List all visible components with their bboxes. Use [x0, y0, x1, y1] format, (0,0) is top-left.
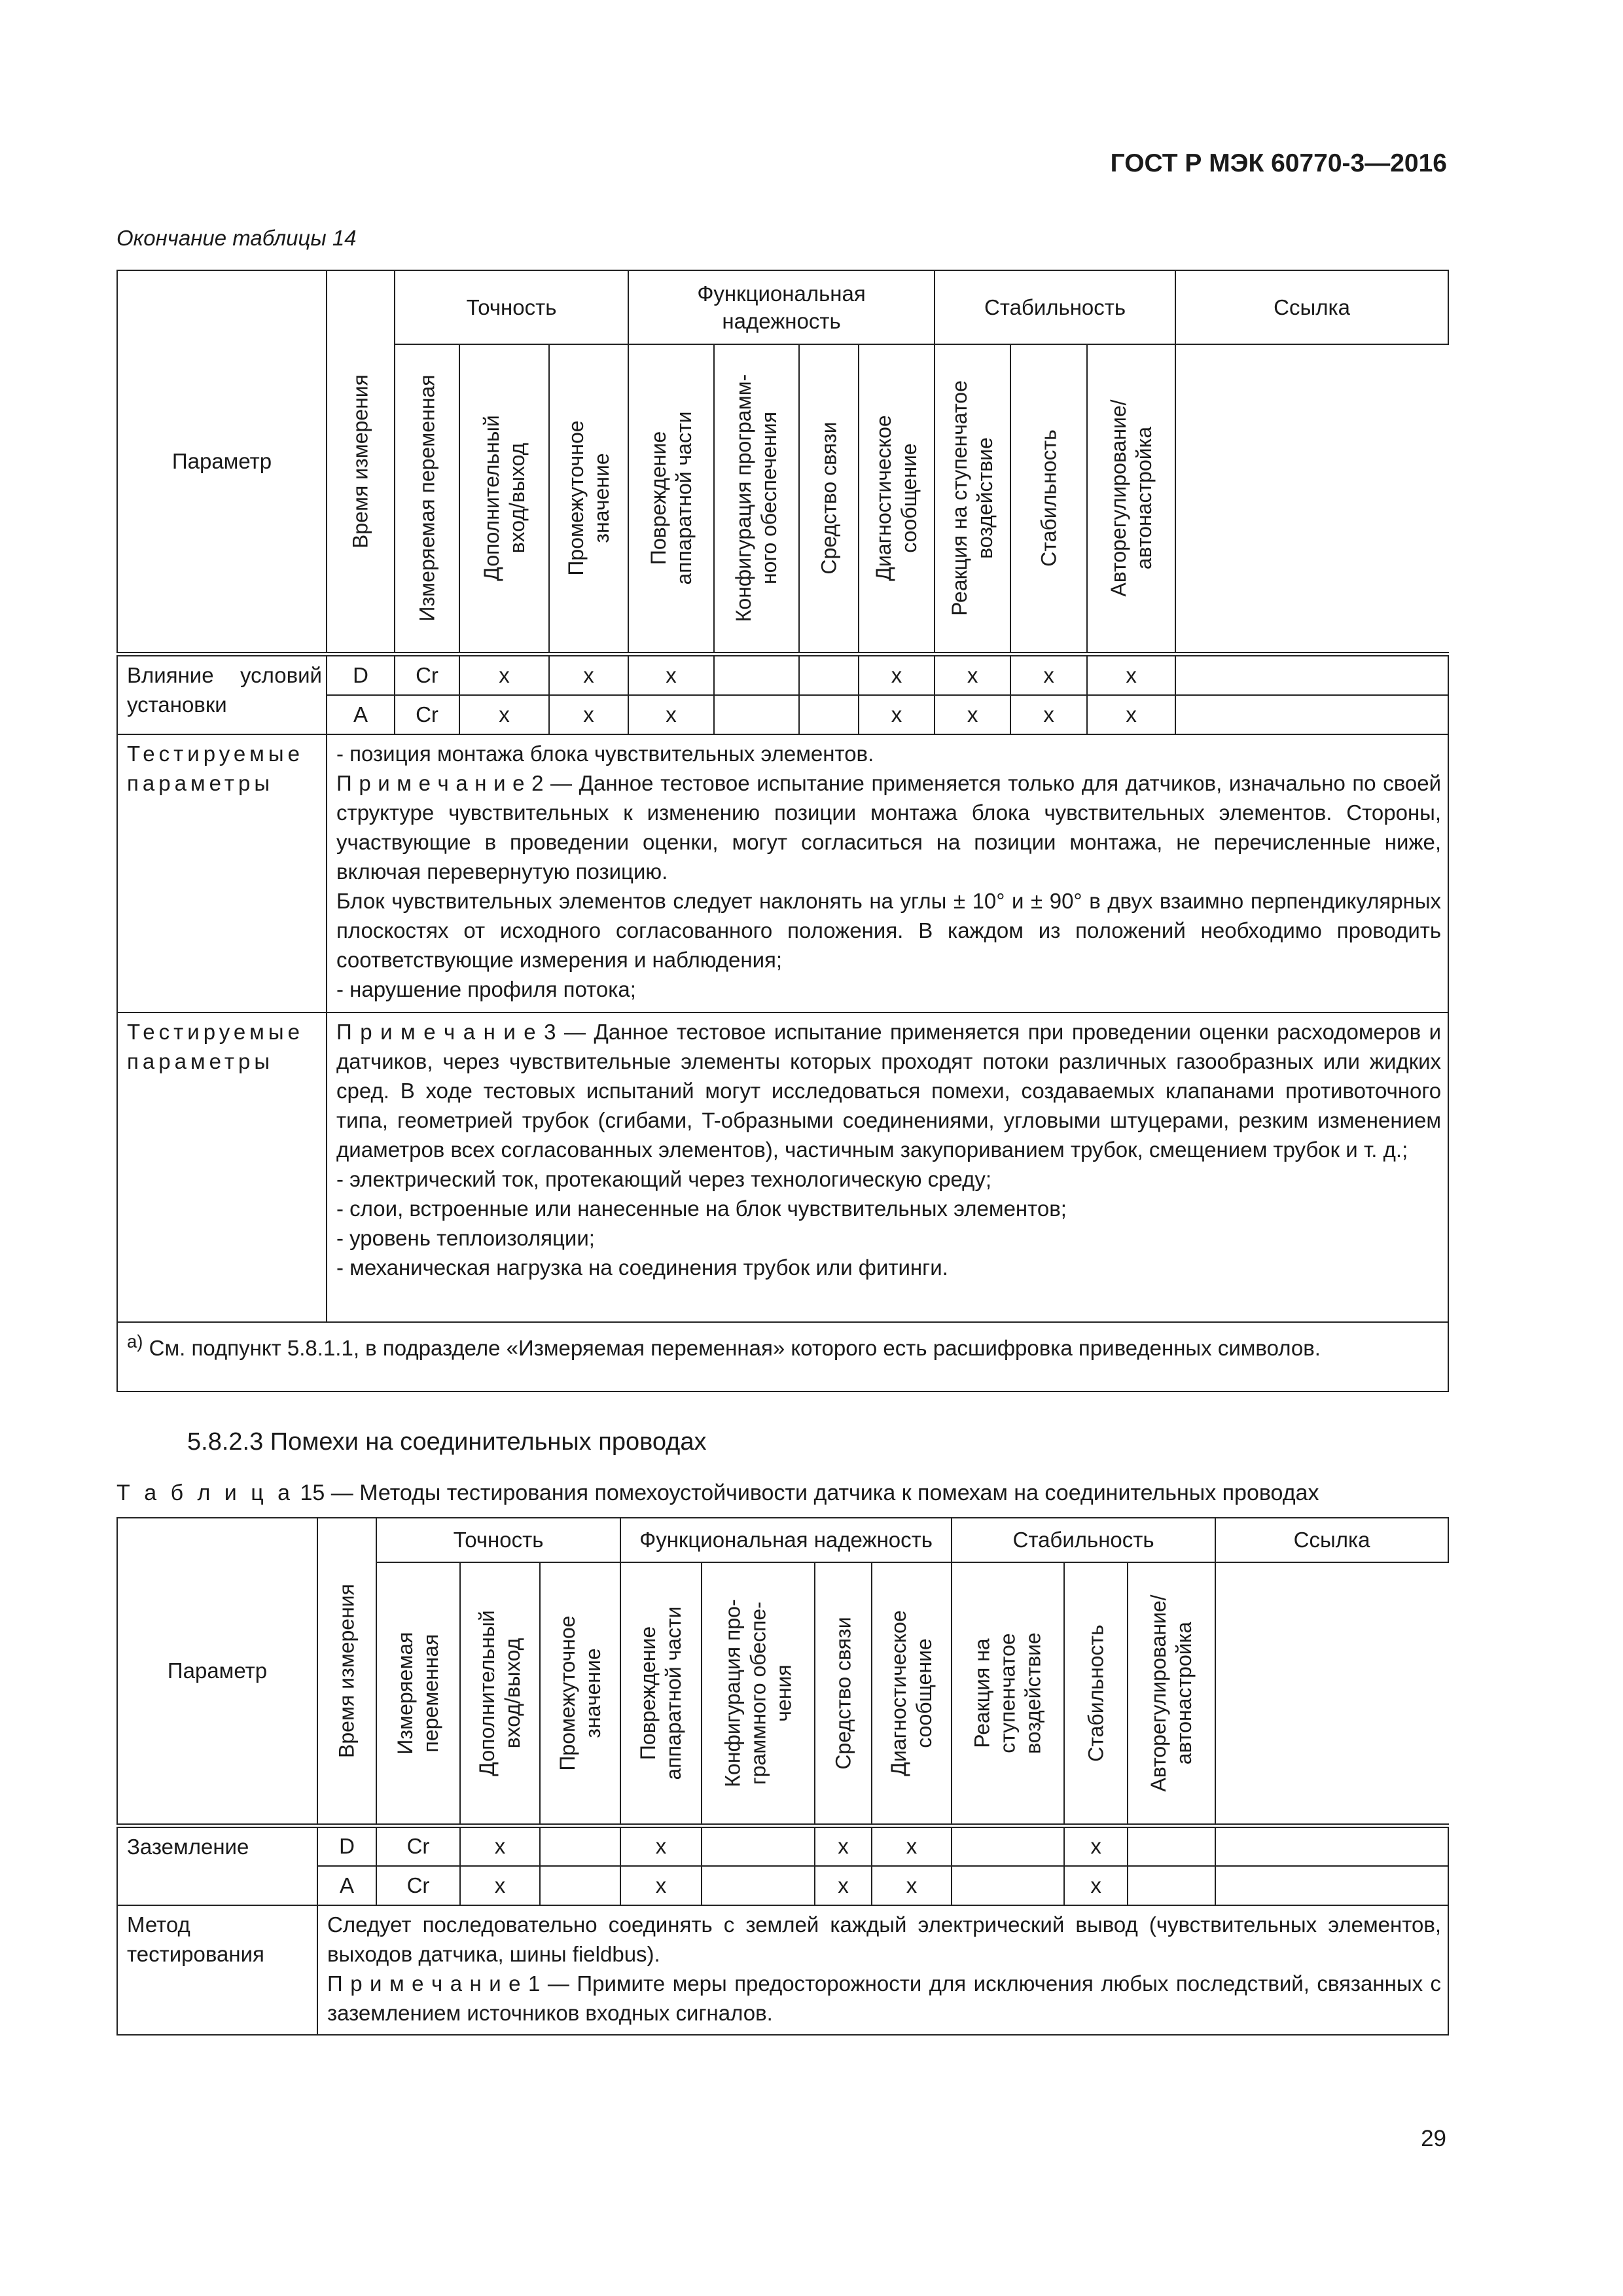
- table-continuation-label: Окончание таблицы 14: [116, 226, 357, 250]
- tested-params-text-1: - позиция монтажа блока чувствительных элементов. П р и м е ч а н и е 2 — Данное тестовое испытание применяется только для датчиков, изначально по своей структуре чувствительных к изменению позиции монтажа блока чувствительных элементов. Стороны, участвующие в проведении оценки, могут согласиться на позиции монтажа, не перечисленные ниже, включая перевернутую позицию. Блок чувствительных элементов следует наклонять на углы ± 10° и ± 90° в двух взаимно перпендикулярных плоскостях от исходного согласованного положения. В каждом из положений необходимо проводить соответствующие измерения и наблюдения; - нарушение профиля потока;: [327, 734, 1448, 1013]
- table-cell: [714, 654, 799, 695]
- table-cell: [1128, 1866, 1215, 1905]
- col-stability: Стабильность: [1010, 344, 1087, 654]
- table-cell: [799, 654, 859, 695]
- row-label-installation: Влияние условий установки: [117, 654, 327, 734]
- table-cell: x: [620, 1825, 702, 1866]
- table-cell: A: [327, 695, 395, 734]
- group-accuracy: Точность: [376, 1518, 620, 1562]
- col-step-response: Реакция на ступенчатое воздействие: [935, 344, 1010, 654]
- table-cell: Cr: [376, 1866, 460, 1905]
- col-diagnostic-message: Диагностическое сообщение: [859, 344, 935, 654]
- table-cell: [702, 1825, 815, 1866]
- col-intermediate-value: Промежуточное значение: [549, 344, 628, 654]
- table-cell: [714, 695, 799, 734]
- table-cell: x: [1010, 654, 1087, 695]
- col-measured-variable: Измеряемая переменная: [376, 1562, 460, 1825]
- tested-params-text-2: П р и м е ч а н и е 3 — Данное тестовое испытание применяется при проведении оценки расходомеров и датчиков, через чувствительные элементы которых проходят потоки различных газообразных или жидких сред. В ходе тестовых испытаний могут исследоваться помехи, создаваемых клапанами противоточного типа, геометрией трубок (сгибами, T-образными соединениями, угловыми штуцерами, резким изменением диаметров всех согласованных элементов), частичным закупориванием трубок, смещением трубок и т. д.; - электрический ток, протекающий через технологическую среду; - слои, встроенные или нанесенные на блок чувствительных элементов; - уровень теплоизоляции; - механическая нагрузка на соединения трубок или фитинги.: [327, 1013, 1448, 1322]
- table-15: [116, 1517, 1449, 2036]
- time-header: Время измерения: [327, 270, 395, 654]
- time-header: Время измерения: [317, 1518, 376, 1825]
- table-cell: x: [935, 654, 1010, 695]
- table-cell: x: [859, 654, 935, 695]
- table-cell: x: [935, 695, 1010, 734]
- group-accuracy: Точность: [395, 270, 628, 344]
- table-cell: x: [1087, 654, 1175, 695]
- col-diagnostic-message: Диагностическое сообщение: [872, 1562, 952, 1825]
- table-cell: x: [549, 654, 628, 695]
- table-cell: [1215, 1866, 1448, 1905]
- col-stability: Стабильность: [1064, 1562, 1128, 1825]
- table-cell: x: [1010, 695, 1087, 734]
- table-cell: x: [872, 1866, 952, 1905]
- table-cell: Cr: [395, 654, 459, 695]
- col-hardware-damage: Повреждение аппаратной части: [620, 1562, 702, 1825]
- col-aux-io: Дополнительный вход/выход: [459, 344, 549, 654]
- table-cell: D: [327, 654, 395, 695]
- group-functional-reliability: Функциональная надежность: [628, 270, 935, 344]
- table-cell: x: [460, 1866, 540, 1905]
- group-stability: Стабильность: [935, 270, 1175, 344]
- table-cell: A: [317, 1866, 376, 1905]
- table-14: [116, 270, 1449, 1392]
- table-cell: [1175, 695, 1448, 734]
- method-label: Метод тестирования: [117, 1905, 317, 2035]
- group-stability: Стабильность: [952, 1518, 1215, 1562]
- col-communication: Средство связи: [799, 344, 859, 654]
- table-cell: x: [628, 654, 714, 695]
- table-cell: [702, 1866, 815, 1905]
- col-software-config: Конфигурация программ- ного обеспечения: [714, 344, 799, 654]
- table-cell: [799, 695, 859, 734]
- param-header: Параметр: [117, 270, 327, 654]
- col-intermediate-value: Промежуточное значение: [540, 1562, 620, 1825]
- table-cell: x: [628, 695, 714, 734]
- table-cell: x: [872, 1825, 952, 1866]
- table-cell: [540, 1866, 620, 1905]
- table-cell: x: [815, 1825, 872, 1866]
- tested-params-label-2: Тестируемые параметры: [117, 1013, 327, 1322]
- table-cell: [952, 1825, 1064, 1866]
- table-cell: x: [549, 695, 628, 734]
- col-autotuning: Авторегулирование/ автонастройка: [1128, 1562, 1215, 1825]
- param-header: Параметр: [117, 1518, 317, 1825]
- table-cell: x: [1064, 1866, 1128, 1905]
- table-cell: x: [459, 654, 549, 695]
- table-cell: x: [1064, 1825, 1128, 1866]
- col-autotuning: Авторегулирование/ автонастройка: [1087, 344, 1175, 654]
- table-cell: [1128, 1825, 1215, 1866]
- table-cell: x: [460, 1825, 540, 1866]
- group-reference: Ссылка: [1215, 1518, 1448, 1562]
- page-number: 29: [1421, 2126, 1446, 2151]
- table-cell: [540, 1825, 620, 1866]
- table-cell: x: [459, 695, 549, 734]
- col-software-config: Конфигурация про- граммного обеспе- чения: [702, 1562, 815, 1825]
- table-cell: Cr: [376, 1825, 460, 1866]
- group-functional-reliability: Функциональная надежность: [620, 1518, 952, 1562]
- section-heading: 5.8.2.3 Помехи на соединительных проводах: [187, 1428, 707, 1456]
- col-measured-variable: Измеряемая переменная: [395, 344, 459, 654]
- col-hardware-damage: Повреждение аппаратной части: [628, 344, 714, 654]
- col-step-response: Реакция на ступенчатое воздействие: [952, 1562, 1064, 1825]
- row-label-grounding: Заземление: [117, 1825, 317, 1905]
- table-cell: [1175, 654, 1448, 695]
- table-cell: [952, 1866, 1064, 1905]
- table-cell: x: [1087, 695, 1175, 734]
- group-reference: Ссылка: [1175, 270, 1448, 344]
- table-cell: Cr: [395, 695, 459, 734]
- method-text: Следует последовательно соединять с землей каждый электрический вывод (чувствительных элементов, выходов датчика, шины fieldbus). П р и м е ч а н и е 1 — Примите меры предосторожности для исключения любых последствий, связанных с заземлением источников входных сигналов.: [317, 1905, 1448, 2035]
- table-caption: Т а б л и ц а 15 — Методы тестирования помехоустойчивости датчика к помехам на соединительных проводах: [116, 1480, 1319, 1505]
- table-cell: x: [859, 695, 935, 734]
- table-cell: [1215, 1825, 1448, 1866]
- table-cell: D: [317, 1825, 376, 1866]
- col-aux-io: Дополнительный вход/выход: [460, 1562, 540, 1825]
- tested-params-label-1: Тестируемые параметры: [117, 734, 327, 1013]
- table-cell: x: [815, 1866, 872, 1905]
- table-cell: x: [620, 1866, 702, 1905]
- table-footnote: $^{а)}$ См. подпункт 5.8.1.1, в подразделе «Измеряемая переменная» которого есть расшифровка приведенных символов.: [117, 1322, 1448, 1391]
- col-communication: Средство связи: [815, 1562, 872, 1825]
- document-code: ГОСТ Р МЭК 60770-3—2016: [1110, 149, 1447, 177]
